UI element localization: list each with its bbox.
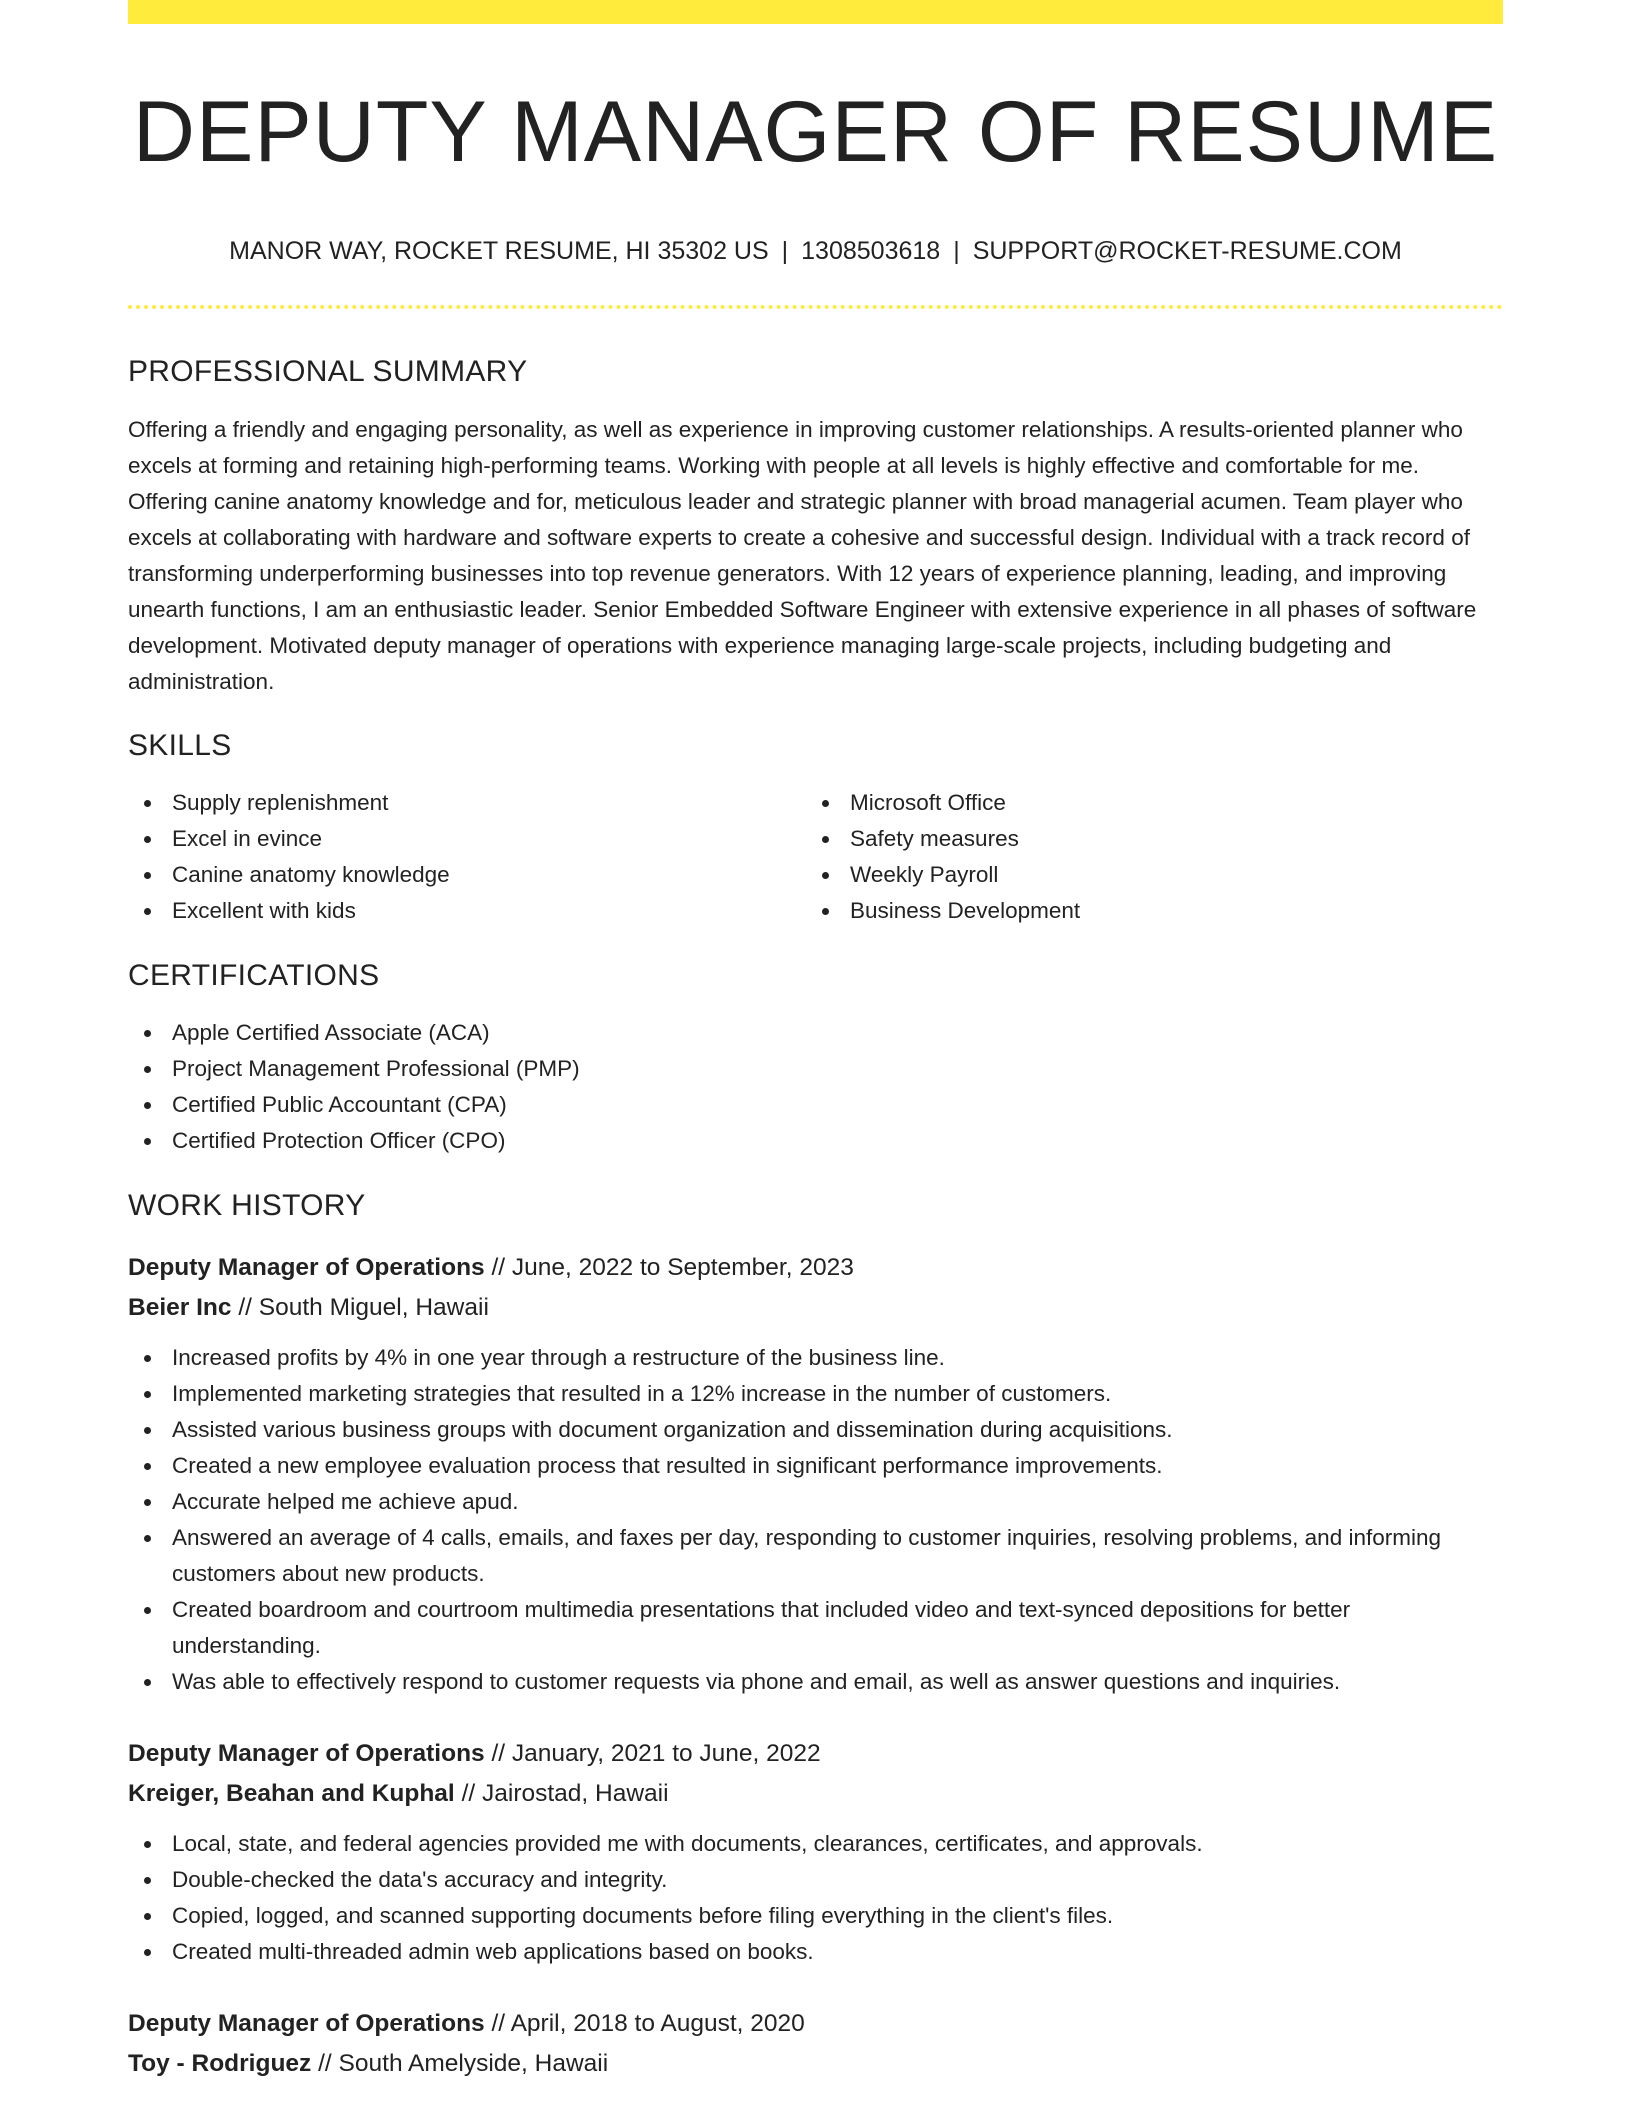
job-role: Deputy Manager of Operations bbox=[128, 1254, 485, 1281]
job-bullet: Double-checked the data's accuracy and integrity. bbox=[128, 1862, 1503, 1898]
work-history-heading: WORK HISTORY bbox=[128, 1189, 366, 1222]
job-dates: April, 2018 to August, 2020 bbox=[510, 2010, 805, 2037]
job-delimiter: // bbox=[238, 1294, 252, 1321]
job-role: Deputy Manager of Operations bbox=[128, 1740, 485, 1767]
job-delimiter: // bbox=[461, 1780, 476, 1807]
job-bullet: Was able to effectively respond to customer requests via phone and email, as well as answer questions and inquiries. bbox=[128, 1664, 1503, 1700]
job-company: Beier Inc bbox=[128, 1294, 232, 1321]
contact-line bbox=[128, 236, 1503, 266]
job-company-line bbox=[128, 2044, 1503, 2084]
skill-item: Canine anatomy knowledge bbox=[128, 857, 806, 893]
skill-item: Microsoft Office bbox=[806, 785, 1484, 821]
job-bullet: Created boardroom and courtroom multimedia presentations that included video and text-synced depositions for better understanding. bbox=[128, 1592, 1503, 1664]
skills-list-right bbox=[806, 785, 1484, 929]
job-bullet: Answered an average of 4 calls, emails, and faxes per day, responding to customer inquiries, resolving problems, and informing customers about new products. bbox=[128, 1520, 1503, 1592]
job-entry-3 bbox=[128, 2004, 1503, 2084]
contact-email[interactable]: SUPPORT@ROCKET-RESUME.COM bbox=[972, 237, 1402, 265]
certifications-heading: CERTIFICATIONS bbox=[128, 959, 380, 992]
skills-list-left bbox=[128, 785, 806, 929]
job-bullet: Local, state, and federal agencies provided me with documents, clearances, certificates, and approvals. bbox=[128, 1826, 1503, 1862]
certification-item: Certified Protection Officer (CPO) bbox=[128, 1123, 1503, 1159]
contact-phone[interactable]: 1308503618 bbox=[801, 237, 941, 265]
resume-page bbox=[128, 0, 1503, 2084]
top-accent-bar bbox=[128, 0, 1503, 24]
contact-address: MANOR WAY, ROCKET RESUME, HI 35302 US bbox=[229, 237, 769, 265]
job-role-line bbox=[128, 1734, 1503, 1774]
job-role: Deputy Manager of Operations bbox=[128, 2010, 485, 2037]
skill-item: Excel in evince bbox=[128, 821, 806, 857]
skill-item: Weekly Payroll bbox=[806, 857, 1484, 893]
skill-item: Business Development bbox=[806, 893, 1484, 929]
job-company: Kreiger, Beahan and Kuphal bbox=[128, 1780, 455, 1807]
job-entry-2 bbox=[128, 1734, 1503, 1970]
job-bullet: Copied, logged, and scanned supporting documents before filing everything in the client's files. bbox=[128, 1898, 1503, 1934]
job-location: South Amelyside, Hawaii bbox=[338, 2050, 609, 2077]
job-bullet: Implemented marketing strategies that resulted in a 12% increase in the number of customers. bbox=[128, 1376, 1503, 1412]
job-bullet-list bbox=[128, 1826, 1503, 1970]
job-bullet: Created multi-threaded admin web applications based on books. bbox=[128, 1934, 1503, 1970]
skills-columns bbox=[128, 785, 1503, 929]
job-bullet: Created a new employee evaluation process that resulted in significant performance improvements. bbox=[128, 1448, 1503, 1484]
job-role-line bbox=[128, 1248, 1503, 1288]
job-company: Toy - Rodriguez bbox=[128, 2050, 312, 2077]
job-location: South Miguel, Hawaii bbox=[258, 1294, 489, 1321]
job-dates: January, 2021 to June, 2022 bbox=[511, 1740, 821, 1767]
job-role-line bbox=[128, 2004, 1503, 2044]
contact-separator: | bbox=[781, 237, 789, 265]
job-delimiter: // bbox=[491, 1740, 506, 1767]
skill-item: Safety measures bbox=[806, 821, 1484, 857]
job-entry-1 bbox=[128, 1248, 1503, 1700]
job-bullet: Increased profits by 4% in one year through a restructure of the business line. bbox=[128, 1340, 1503, 1376]
certification-item: Apple Certified Associate (ACA) bbox=[128, 1015, 1503, 1051]
summary-heading: PROFESSIONAL SUMMARY bbox=[128, 355, 528, 388]
job-company-line bbox=[128, 1774, 1503, 1814]
certification-item: Certified Public Accountant (CPA) bbox=[128, 1087, 1503, 1123]
dotted-divider bbox=[128, 305, 1503, 309]
job-dates: June, 2022 to September, 2023 bbox=[511, 1254, 854, 1281]
job-bullet-list bbox=[128, 1340, 1503, 1700]
job-delimiter: // bbox=[318, 2050, 332, 2077]
summary-text: Offering a friendly and engaging personality, as well as experience in improving customer relationships. A results-oriented planner who excels at forming and retaining high-performing teams. Working with people at all levels is highly effective and comfortable for me. Offering canine anatomy knowledge and for, meticulous leader and strategic planner with broad managerial acumen. Team player who excels at collaborating with hardware and software experts to create a cohesive and successful design. Individual with a track record of transforming underperforming businesses into top revenue generators. With 12 years of experience planning, leading, and improving unearth functions, I am an enthusiastic leader. Senior Embedded Software Engineer with extensive experience in all phases of software development. Motivated deputy manager of operations with experience managing large-scale projects, including budgeting and administration. bbox=[128, 417, 1477, 694]
resume-name: DEPUTY MANAGER OF RESUME bbox=[132, 84, 1499, 180]
job-company-line bbox=[128, 1288, 1503, 1328]
skill-item: Supply replenishment bbox=[128, 785, 806, 821]
job-delimiter: // bbox=[491, 2010, 506, 2037]
skills-heading: SKILLS bbox=[128, 729, 232, 762]
skill-item: Excellent with kids bbox=[128, 893, 806, 929]
job-bullet: Assisted various business groups with document organization and dissemination during acquisitions. bbox=[128, 1412, 1503, 1448]
certification-item: Project Management Professional (PMP) bbox=[128, 1051, 1503, 1087]
job-delimiter: // bbox=[491, 1254, 506, 1281]
job-bullet: Accurate helped me achieve apud. bbox=[128, 1484, 1503, 1520]
certifications-list bbox=[128, 1015, 1503, 1159]
job-location: Jairostad, Hawaii bbox=[482, 1780, 669, 1807]
contact-separator: | bbox=[953, 237, 960, 265]
